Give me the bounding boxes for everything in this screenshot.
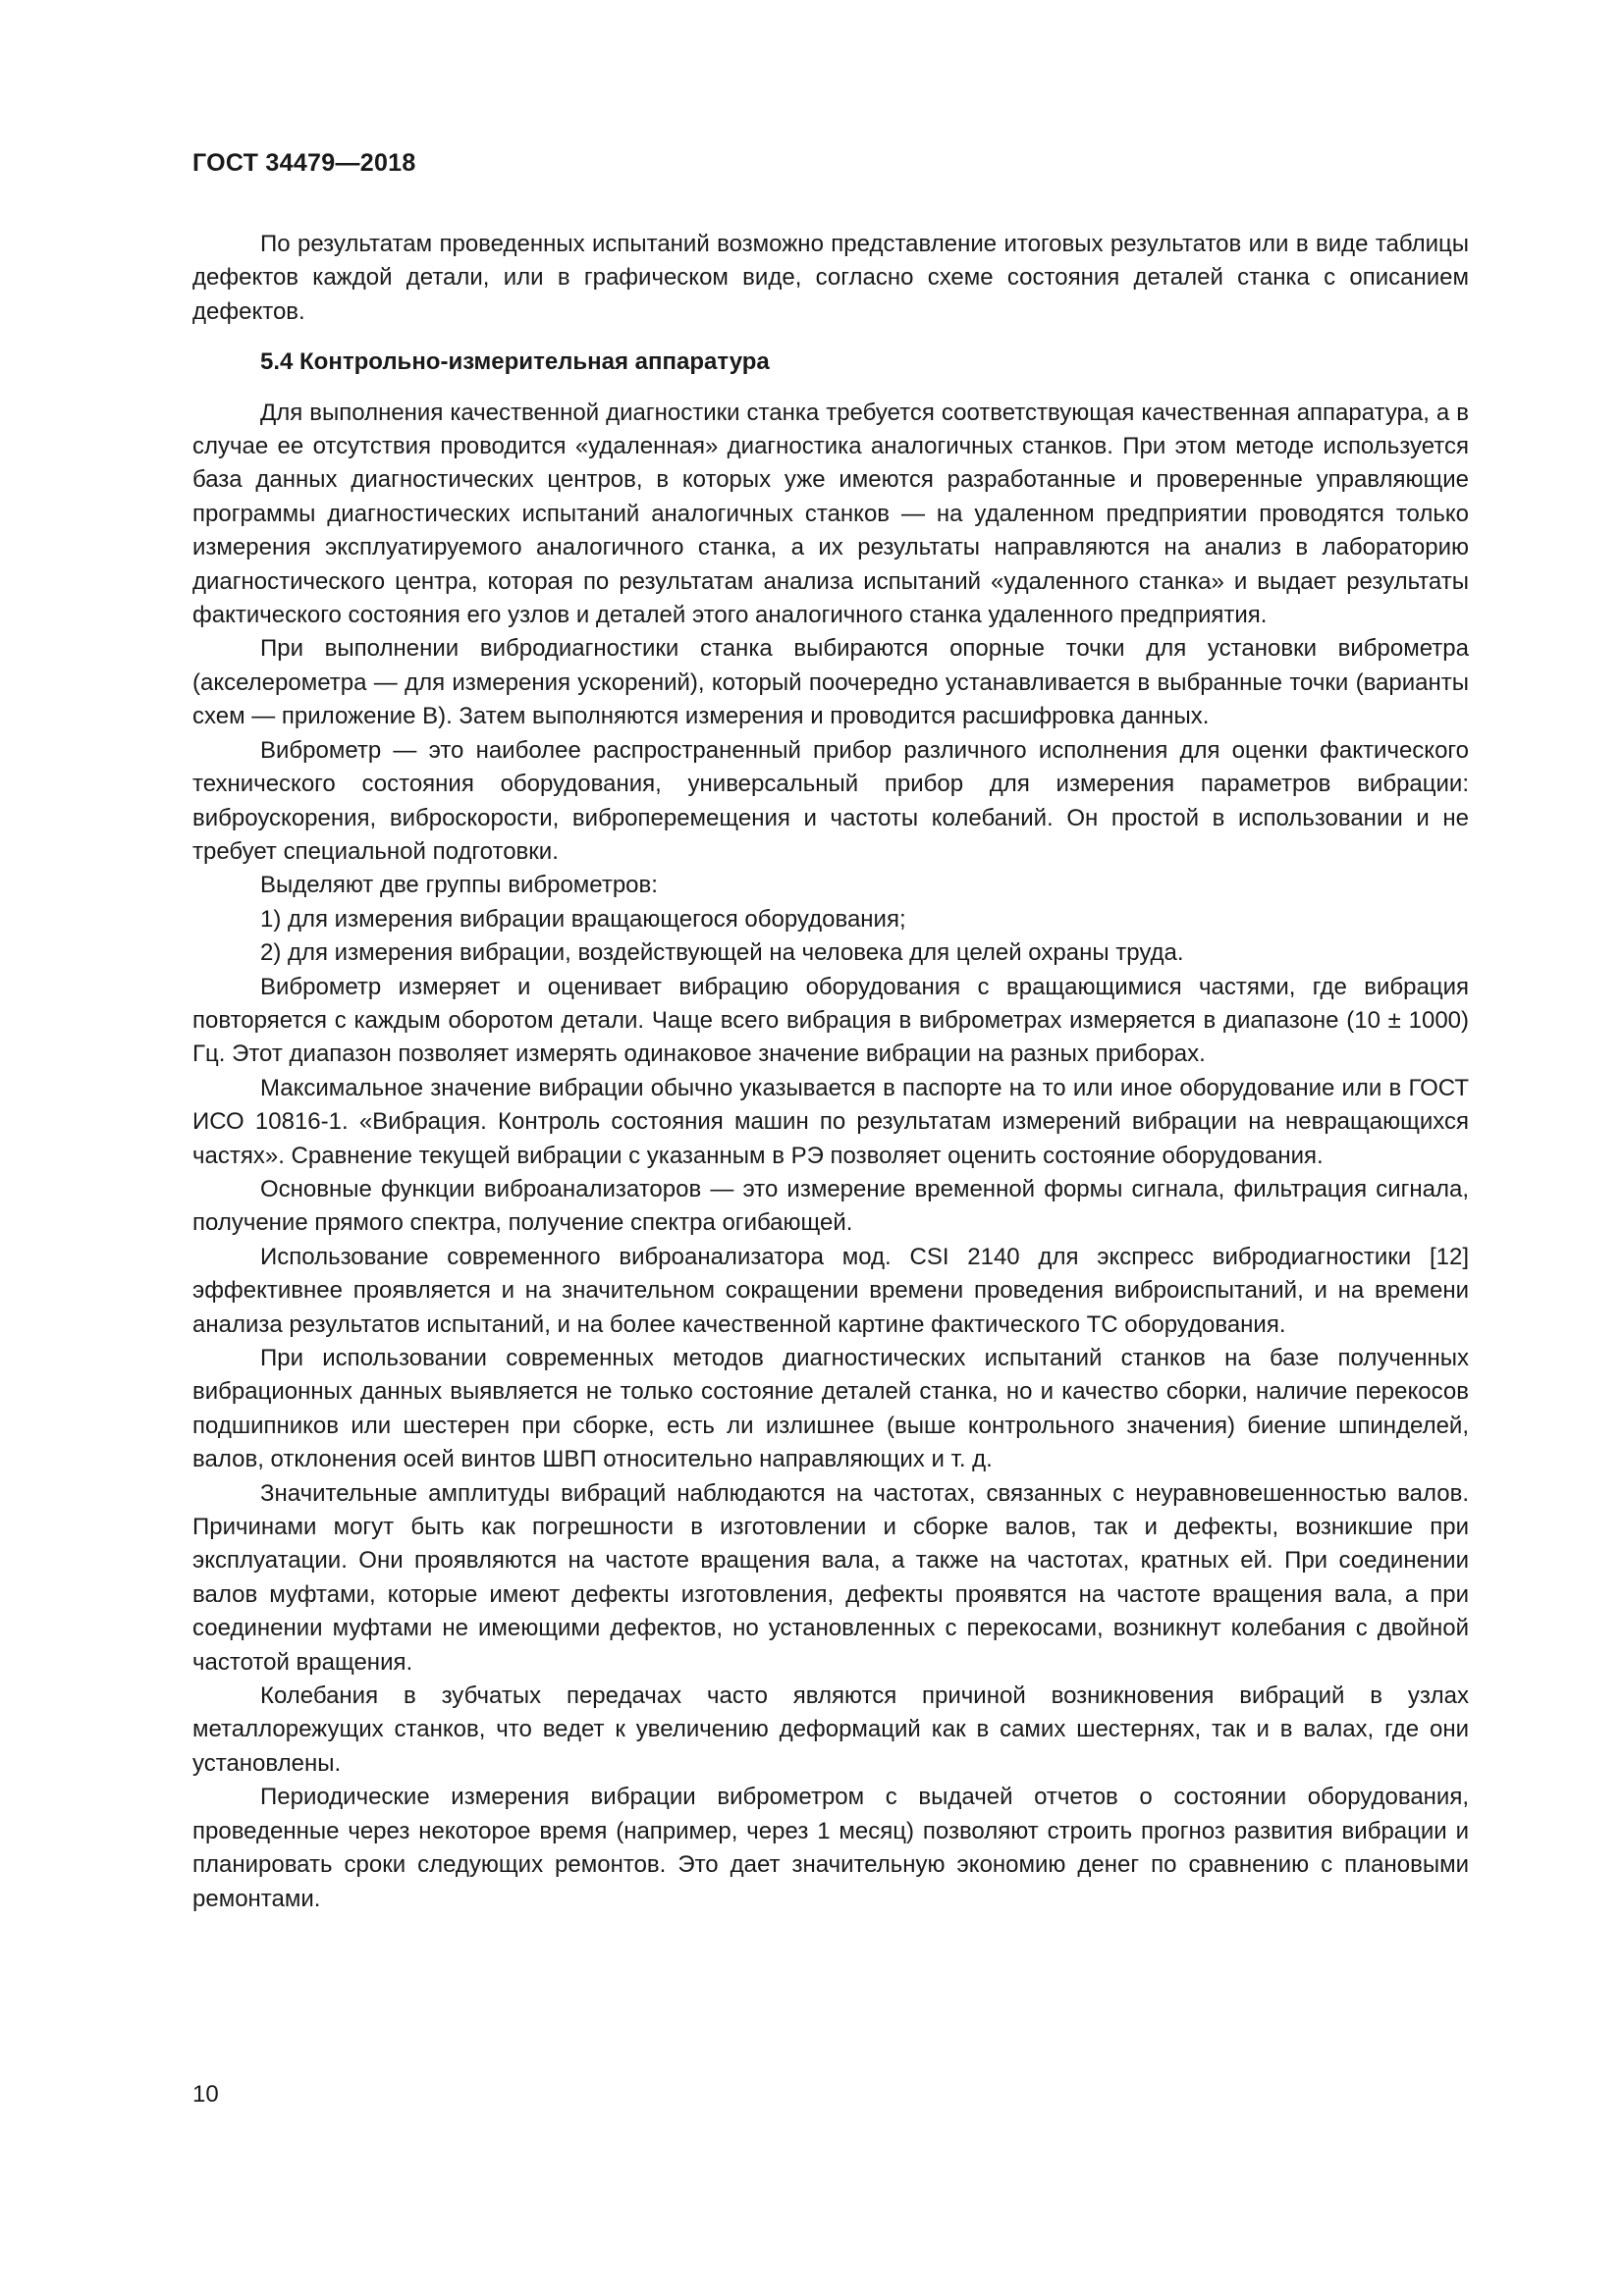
paragraph: Значительные амплитуды вибраций наблюдаются на частотах, связанных с неуравновешенностью валов. Причинами могут быть как погрешности в изготовлении и сборке валов, так и дефекты, возникшие при эксплуатации. Они проявляются на частоте вращения вала, а также на частотах, кратных ей. При соединении валов муфтами, которые имеют дефекты изготовления, дефекты проявятся на частоте вращения вала, а при соединении муфтами не имеющими дефектов, но установленных с перекосами, возникнут колебания с двойной частотой вращения. [192, 1479, 1469, 1676]
paragraph: Использование современного виброанализатора мод. CSI 2140 для экспресс вибродиагностики [12] эффективнее проявляется и на значительном сокращении времени проведения виброиспытаний, и на времени анализа результатов испытаний, и на более качественной картине фактического ТС оборудования. [192, 1243, 1469, 1338]
page-number: 10 [192, 2081, 219, 2108]
list-item: 1) для измерения вибрации вращающегося оборудования; [260, 905, 906, 933]
paragraph: При использовании современных методов диагностических испытаний станков на базе полученных вибрационных данных выявляется не только состояние деталей станка, но и качество сборки, наличие перекосов подшипников или шестерен при сборке, есть ли излишнее (выше контрольного значения) биение шпинделей, валов, отклонения осей винтов ШВП относительно направляющих и т. д. [192, 1345, 1469, 1473]
paragraph: Виброметр — это наиболее распространенный прибор различного исполнения для оценки фактического технического состояния оборудования, универсальный прибор для измерения параметров вибрации: виброускорения, виброскорости, виброперемещения и частоты колебаний. Он простой в использовании и не требует специальной подготовки. [192, 736, 1469, 865]
paragraph: Максимальное значение вибрации обычно указывается в паспорте на то или иное оборудование или в ГОСТ ИСО 10816-1. «Вибрация. Контроль состояния машин по результатам измерений вибрации на невращающихся частях». Сравнение текущей вибрации с указанным в РЭ позволяет оценить состояние оборудования. [192, 1074, 1469, 1169]
paragraph-intro: По результатам проведенных испытаний возможно представление итоговых результатов или в виде таблицы дефектов каждой детали, или в графическом виде, согласно схеме состояния деталей станка с описанием дефектов. [192, 231, 1469, 325]
paragraph: Колебания в зубчатых передачах часто являются причиной возникновения вибраций в узлах металлорежущих станков, что ведет к увеличению деформаций как в самих шестернях, так и в валах, где они установлены. [192, 1682, 1469, 1777]
paragraph: Выделяют две группы виброметров: [260, 872, 658, 899]
section-heading: 5.4 Контрольно-измерительная аппаратура [260, 348, 770, 376]
paragraph: Виброметр измеряет и оценивает вибрацию оборудования с вращающимися частями, где вибрация повторяется с каждым оборотом детали. Чаще всего вибрация в виброметрах измеряется в диапазоне (10 ± 1000) Гц. Этот диапазон позволяет измерять одинаковое значение вибрации на разных приборах. [192, 973, 1469, 1068]
document-page [192, 0, 1469, 2296]
paragraph: Периодические измерения вибрации виброметром с выдачей отчетов о состоянии оборудования, проведенные через некоторое время (например, через 1 месяц) позволяют строить прогноз развития вибрации и планировать сроки следующих ремонтов. Это дает значительную экономию денег по сравнению с плановыми ремонтами. [192, 1784, 1469, 1912]
list-item: 2) для измерения вибрации, воздействующей на человека для целей охраны труда. [260, 939, 1184, 967]
paragraph: Для выполнения качественной диагностики станка требуется соответствующая качественная аппаратура, а в случае ее отсутствия проводится «удаленная» диагностика аналогичных станков. При этом методе используется база данных диагностических центров, в которых уже имеются разработанные и проверенные управляющие программы диагностических испытаний аналогичных станков — на удаленном предприятии проводятся только измерения эксплуатируемого аналогичного станка, а их результаты направляются на анализ в лабораторию диагностического центра, которая по результатам анализа испытаний «удаленного станка» и выдает результаты фактического состояния его узлов и деталей этого аналогичного станка удаленного предприятия. [192, 399, 1469, 629]
document-body [192, 228, 1469, 1916]
paragraph: Основные функции виброанализаторов — это измерение временной формы сигнала, фильтрация сигнала, получение прямого спектра, получение спектра огибающей. [192, 1175, 1469, 1237]
paragraph: При выполнении вибродиагностики станка выбираются опорные точки для установки виброметра (акселерометра — для измерения ускорений), который поочередно устанавливается в выбранные точки (варианты схем — приложение В). Затем выполняются измерения и проводится расшифровка данных. [192, 635, 1469, 730]
standard-designation: ГОСТ 34479—2018 [192, 149, 416, 177]
